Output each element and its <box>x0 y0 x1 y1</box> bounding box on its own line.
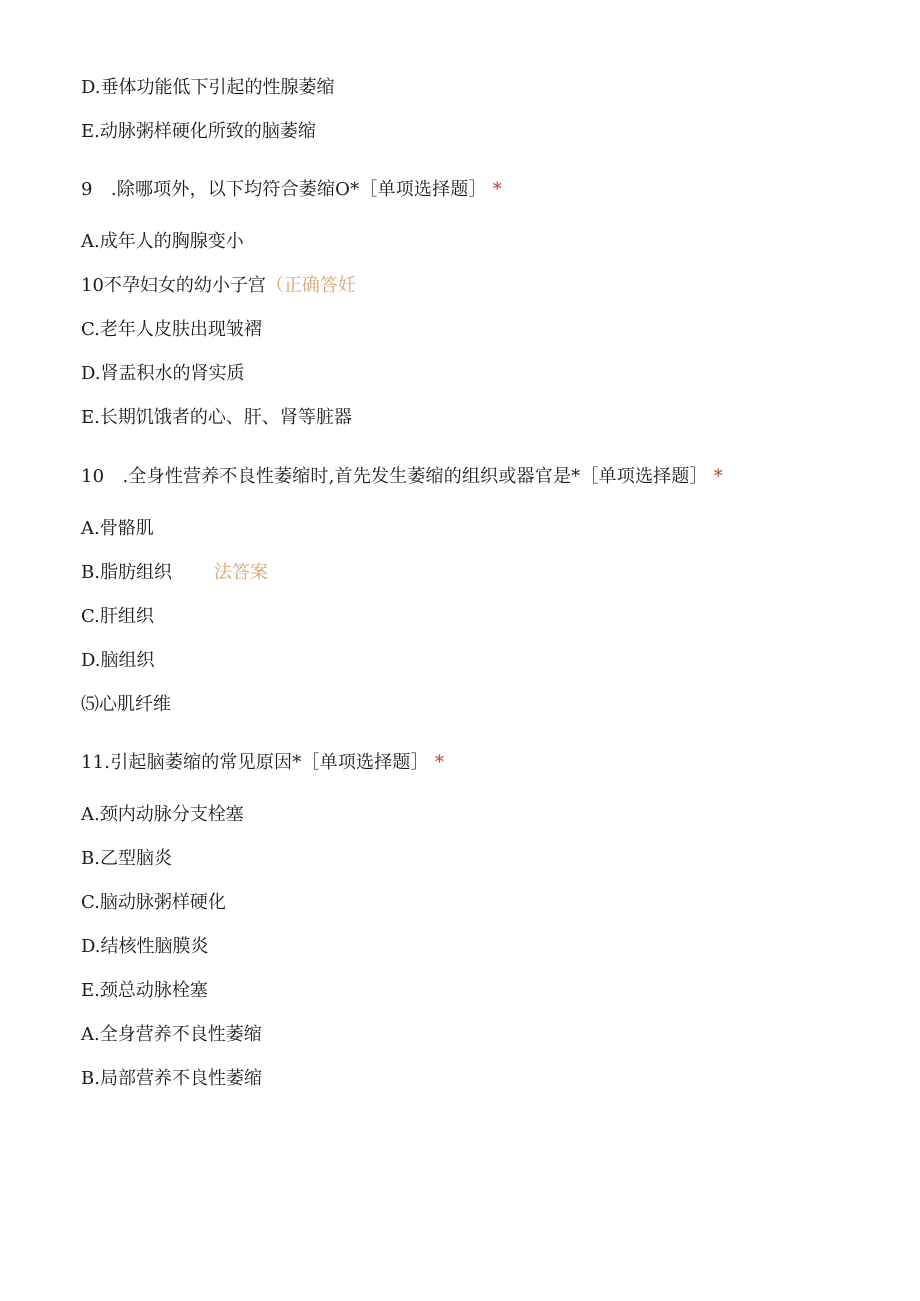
option-line <box>81 561 268 585</box>
option-line <box>81 605 154 629</box>
option-text: E.长期饥饿者的心、肝、肾等脏器 <box>81 407 352 428</box>
option-line <box>81 274 356 298</box>
question-10 <box>81 465 723 489</box>
option-line <box>81 230 244 254</box>
question-text: 9 .除哪项外，以下均符合萎缩O*［单项选择题］ <box>81 179 487 200</box>
option-line <box>81 406 352 430</box>
option-text: D.脑组织 <box>81 650 155 671</box>
option-text: A.骨骼肌 <box>81 518 154 539</box>
required-star: * <box>434 752 445 773</box>
option-text: A.成年人的胸腺变小 <box>81 231 244 252</box>
option-text: E.动脉粥样硬化所致的脑萎缩 <box>81 121 316 142</box>
option-text: B.局部营养不良性萎缩 <box>81 1068 262 1089</box>
option-text: 10不孕妇女的幼小子宫 <box>81 275 266 296</box>
option-line <box>81 979 208 1003</box>
required-star: * <box>492 179 502 200</box>
option-line <box>81 891 226 915</box>
option-line <box>81 693 171 717</box>
answer-hint: 法答案 <box>213 562 268 583</box>
question-text: 11.引起脑萎缩的常见原因*［单项选择题］ <box>81 752 429 773</box>
option-text: ⑸心肌纤维 <box>81 694 171 715</box>
option-text: C.肝组织 <box>81 606 154 627</box>
question-11 <box>81 751 444 775</box>
option-line <box>81 362 245 386</box>
option-line <box>81 803 244 827</box>
option-text: E.颈总动脉栓塞 <box>81 980 208 1001</box>
option-line <box>81 935 209 959</box>
option-line <box>81 120 316 144</box>
question-9 <box>81 178 502 202</box>
option-line <box>81 847 172 871</box>
option-text: D.结核性脑膜炎 <box>81 936 209 957</box>
option-line <box>81 517 154 541</box>
option-line <box>81 76 335 100</box>
option-text: B.脂肪组织 <box>81 562 172 583</box>
option-text: D.垂体功能低下引起的性腺萎缩 <box>81 77 335 98</box>
option-text: C.脑动脉粥样硬化 <box>81 892 226 913</box>
option-line <box>81 1023 262 1047</box>
option-text: D.肾盂积水的肾实质 <box>81 363 245 384</box>
option-line <box>81 318 262 342</box>
option-text: A.全身营养不良性萎缩 <box>81 1024 262 1045</box>
question-text: 10 .全身性营养不良性萎缩时,首先发生萎缩的组织或器官是*［单项选择题］ <box>81 466 708 487</box>
option-text: A.颈内动脉分支栓塞 <box>81 804 244 825</box>
answer-hint: （正确答妊 <box>265 275 356 296</box>
required-star: * <box>713 466 723 487</box>
option-line <box>81 649 155 673</box>
option-text: C.老年人皮肤出现皱褶 <box>81 319 262 340</box>
option-text: B.乙型脑炎 <box>81 848 172 869</box>
option-line <box>81 1067 262 1091</box>
